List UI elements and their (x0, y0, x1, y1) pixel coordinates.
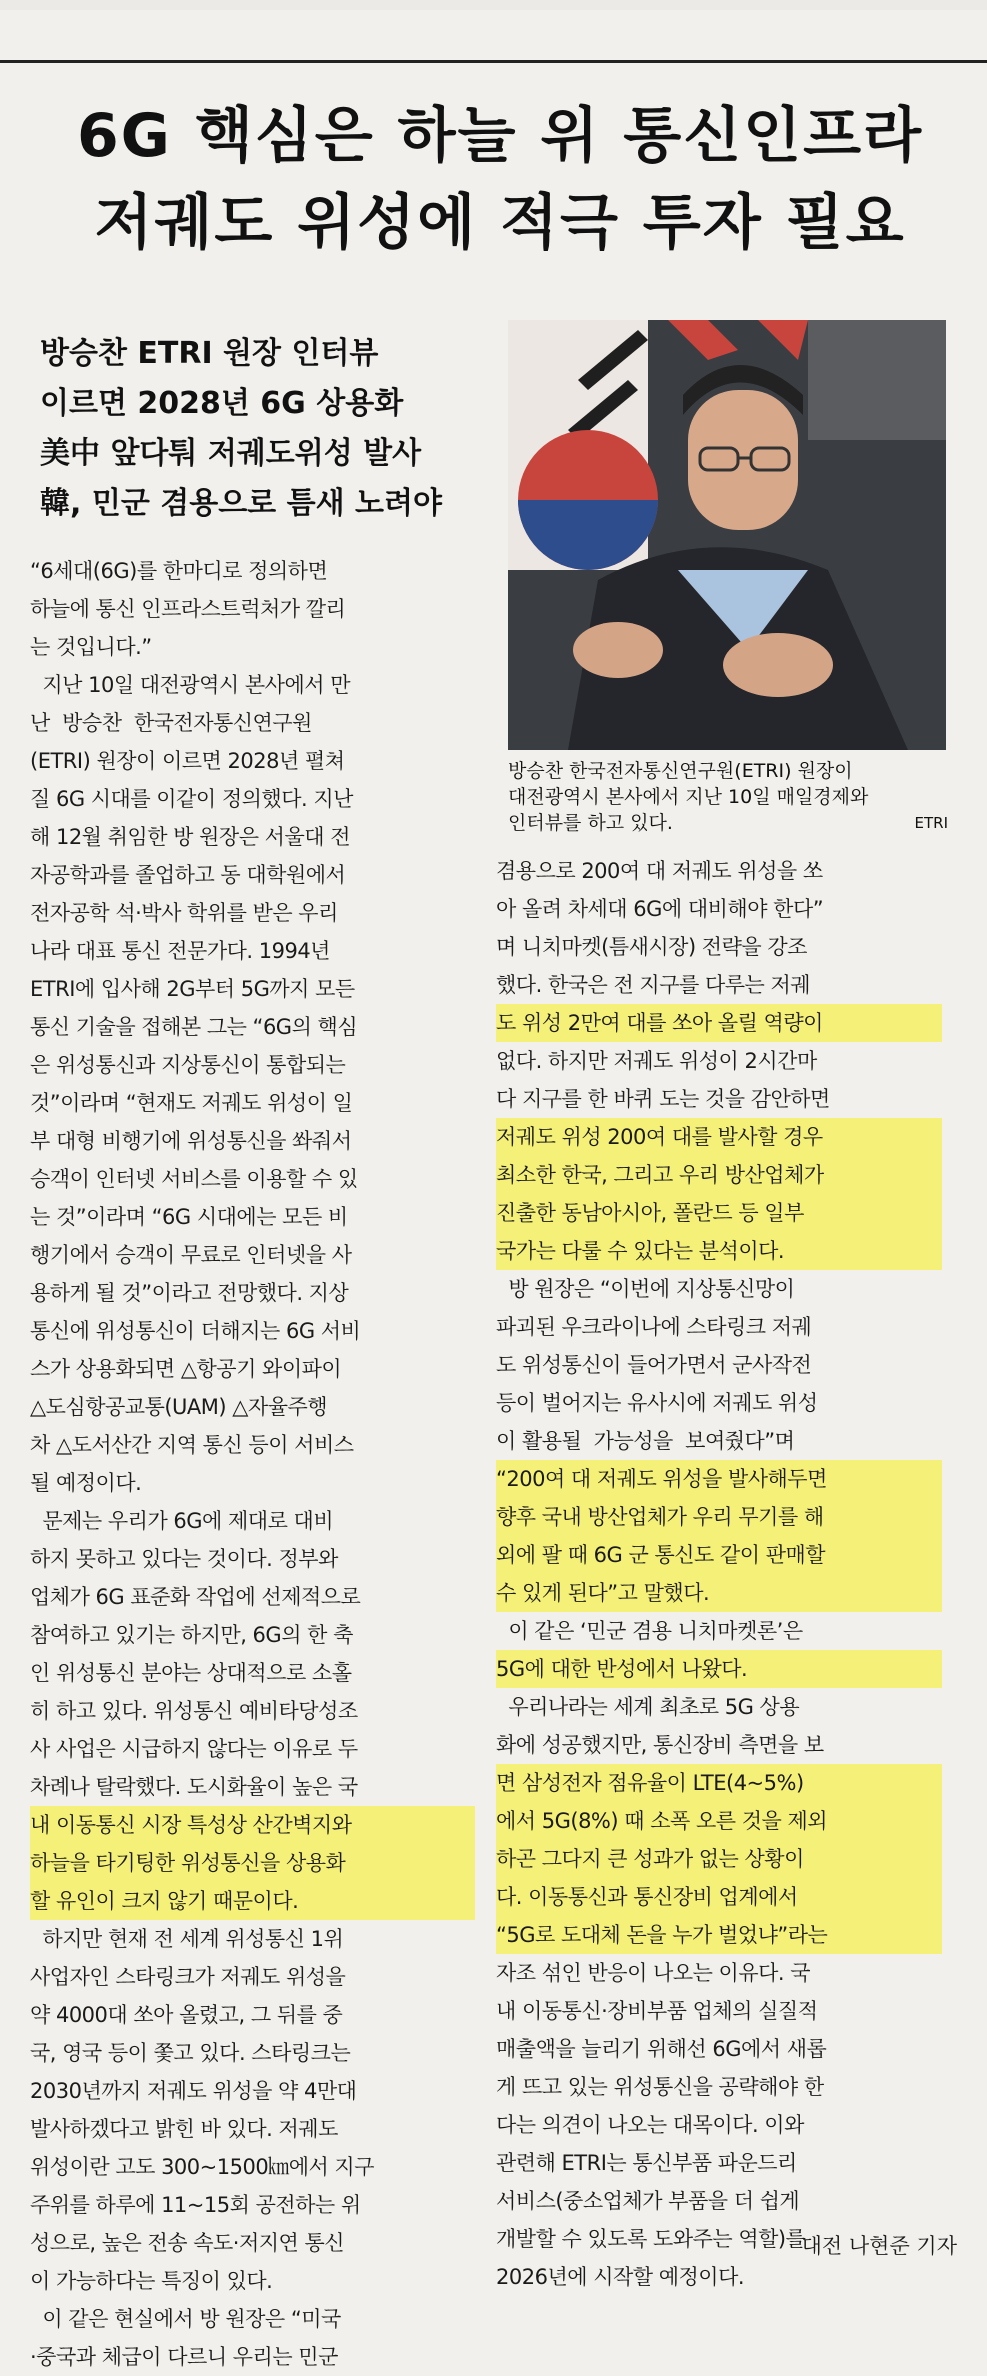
article-line: 이 가능하다는 특징이 있다. (30, 2269, 273, 2293)
photo-caption (508, 758, 948, 836)
top-rule (0, 60, 987, 63)
article-line: 이 같은 ‘민군 겸용 니치마켓론’은 (496, 1619, 803, 1643)
article-line: 내 이동통신·장비부품 업체의 실질적 (496, 1999, 818, 2023)
article-line: 2026년에 시작할 예정이다. (496, 2265, 745, 2289)
article-line: 방 원장은 “이번에 지상통신망이 (496, 1277, 795, 1301)
caption-line-3: 인터뷰를 하고 있다. (508, 812, 673, 834)
caption-line-2: 대전광역시 본사에서 지난 10일 매일경제와 (508, 786, 869, 808)
article-line: 서비스(중소업체가 부품을 더 쉽게 (496, 2189, 800, 2213)
article-line: 약 4000대 쏘아 올렸고, 그 뒤를 중 (30, 2003, 343, 2027)
subhead-line-1: 이르면 2028년 6G 상용화 (40, 386, 404, 421)
article-line-highlighted: 향후 국내 방산업체가 우리 무기를 해 (496, 1498, 942, 1536)
article-line-highlighted: 에서 5G(8%) 때 소폭 오른 것을 제외 (496, 1802, 942, 1840)
article-line: 참여하고 있기는 하지만, 6G의 한 축 (30, 1623, 353, 1647)
article-line: 나라 대표 통신 전문가다. 1994년 (30, 939, 330, 963)
article-line: 성으로, 높은 전송 속도·저지연 통신 (30, 2231, 345, 2255)
headline-line-2: 저궤도 위성에 적극 투자 필요 (94, 188, 906, 258)
article-line: 다 지구를 한 바퀴 도는 것을 감안하면 (496, 1087, 830, 1111)
interview-photo (508, 320, 946, 750)
article-line: 하지만 현재 전 세계 위성통신 1위 (30, 1927, 344, 1951)
article-line: 사 사업은 시급하지 않다는 이유로 두 (30, 1737, 358, 1761)
subhead-line-3: 韓, 민군 겸용으로 틈새 노려야 (40, 486, 442, 521)
headline-line-1: 6G 핵심은 하늘 위 통신인프라 (76, 101, 924, 171)
article-line-highlighted: 도 위성 2만여 대를 쏘아 올릴 역량이 (496, 1004, 942, 1042)
article-line: 문제는 우리가 6G에 제대로 대비 (30, 1509, 334, 1533)
article-line: 2030년까지 저궤도 위성을 약 4만대 (30, 2079, 357, 2103)
article-line: 업체가 6G 표준화 작업에 선제적으로 (30, 1585, 361, 1609)
article-line: 전자공학 석·박사 학위를 받은 우리 (30, 901, 338, 925)
article-line: 는 것입니다.” (30, 635, 152, 659)
article-line: 난 방승찬 한국전자통신연구원 (30, 711, 312, 735)
top-margin (0, 0, 987, 10)
article-line-highlighted: 최소한 한국, 그리고 우리 방산업체가 (496, 1156, 942, 1194)
article-line: 차 △도서산간 지역 통신 등이 서비스 (30, 1433, 354, 1457)
article-line: 스가 상용화되면 △항공기 와이파이 (30, 1357, 342, 1381)
article-line-highlighted: 외에 팔 때 6G 군 통신도 같이 판매할 (496, 1536, 942, 1574)
article-line: 부 대형 비행기에 위성통신을 쏴줘서 (30, 1129, 352, 1153)
article-line: 차례나 탈락했다. 도시화율이 높은 국 (30, 1775, 358, 1799)
article-line: 도 위성통신이 들어가면서 군사작전 (496, 1353, 812, 1377)
article-line: 이 같은 현실에서 방 원장은 “미국 (30, 2307, 341, 2331)
article-line: 우리나라는 세계 최초로 5G 상용 (496, 1695, 800, 1719)
article-line: 없다. 하지만 저궤도 위성이 2시간마 (496, 1049, 817, 1073)
article-line: 다는 의견이 나오는 대목이다. 이와 (496, 2113, 804, 2137)
photo-credit: ETRI (914, 814, 948, 832)
article-line: 행기에서 승객이 무료로 인터넷을 사 (30, 1243, 352, 1267)
article-line: 하지 못하고 있다는 것이다. 정부와 (30, 1547, 338, 1571)
article-line: ETRI에 입사해 2G부터 5G까지 모든 (30, 977, 355, 1001)
article-line: 히 하고 있다. 위성통신 예비타당성조 (30, 1699, 358, 1723)
article-line: 해 12월 취임한 방 원장은 서울대 전 (30, 825, 350, 849)
article-line: 지난 10일 대전광역시 본사에서 만 (30, 673, 350, 697)
article-line: 은 위성통신과 지상통신이 통합되는 (30, 1053, 346, 1077)
interview-kicker: 방승찬 ETRI 원장 인터뷰 (40, 336, 379, 371)
article-line: ·중국과 체급이 다르니 우리는 민군 (30, 2345, 338, 2369)
article-line: 자공학과를 졸업하고 동 대학원에서 (30, 863, 346, 887)
article-line: (ETRI) 원장이 이르면 2028년 펼쳐 (30, 749, 345, 773)
article-line: 아 올려 차세대 6G에 대비해야 한다” (496, 897, 824, 921)
article-line-highlighted: 진출한 동남아시아, 폴란드 등 일부 (496, 1194, 942, 1232)
article-line: 며 니치마켓(틈새시장) 전략을 강조 (496, 935, 807, 959)
article-line-highlighted: 국가는 다룰 수 있다는 분석이다. (496, 1232, 942, 1270)
article-line: 질 6G 시대를 이같이 정의했다. 지난 (30, 787, 353, 811)
article-line-highlighted: 할 유인이 크지 않기 때문이다. (30, 1882, 475, 1920)
article-line-highlighted: 하곤 그다지 큰 성과가 없는 상황이 (496, 1840, 942, 1878)
article-line: 위성이란 고도 300~1500㎞에서 지구 (30, 2155, 375, 2179)
article-line: 게 뜨고 있는 위성통신을 공략해야 한 (496, 2075, 824, 2099)
article-line: 파괴된 우크라이나에 스타링크 저궤 (496, 1315, 812, 1339)
article-line: 것”이라며 “현재도 저궤도 위성이 일 (30, 1091, 353, 1115)
article-right-column (496, 852, 942, 2296)
article-line-highlighted: 면 삼성전자 점유율이 LTE(4~5%) (496, 1764, 942, 1802)
subhead-line-2: 美中 앞다퉈 저궤도위성 발사 (40, 436, 422, 471)
article-line-highlighted: 5G에 대한 반성에서 나왔다. (496, 1650, 942, 1688)
article-line: 했다. 한국은 전 지구를 다루는 저궤 (496, 973, 811, 997)
article-line: 매출액을 늘리기 위해선 6G에서 새롭 (496, 2037, 827, 2061)
caption-line-1: 방승찬 한국전자통신연구원(ETRI) 원장이 (508, 760, 853, 782)
article-line: 발사하겠다고 밝힌 바 있다. 저궤도 (30, 2117, 338, 2141)
article-line: 자조 섞인 반응이 나오는 이유다. 국 (496, 1961, 811, 1985)
article-line-highlighted: 내 이동통신 시장 특성상 산간벽지와 (30, 1806, 475, 1844)
article-line: 겸용으로 200여 대 저궤도 위성을 쏘 (496, 859, 823, 883)
article-line: 될 예정이다. (30, 1471, 142, 1495)
article-line-highlighted: “200여 대 저궤도 위성을 발사해두면 (496, 1460, 942, 1498)
reporter-byline: 대전 나현준 기자 (801, 2234, 957, 2258)
article-line-highlighted: “5G로 도대체 돈을 누가 벌었냐”라는 (496, 1916, 942, 1954)
article-line: 사업자인 스타링크가 저궤도 위성을 (30, 1965, 346, 1989)
article-line: 개발할 수 있도록 도와주는 역할)를 (496, 2227, 806, 2251)
article-line: 이 활용될 가능성을 보여줬다”며 (496, 1429, 795, 1453)
article-line-highlighted: 수 있게 된다”고 말했다. (496, 1574, 942, 1612)
article-line-highlighted: 저궤도 위성 200여 대를 발사할 경우 (496, 1118, 942, 1156)
article-line: △도심항공교통(UAM) △자율주행 (30, 1395, 328, 1419)
article-line: 통신에 위성통신이 더해지는 6G 서비 (30, 1319, 361, 1343)
article-line: 인 위성통신 분야는 상대적으로 소홀 (30, 1661, 352, 1685)
article-left-column (30, 552, 475, 2376)
article-line-highlighted: 다. 이동통신과 통신장비 업계에서 (496, 1878, 942, 1916)
article-line: 관련해 ETRI는 통신부품 파운드리 (496, 2151, 797, 2175)
article-line: 승객이 인터넷 서비스를 이용할 수 있 (30, 1167, 358, 1191)
article-line: 는 것”이라며 “6G 시대에는 모든 비 (30, 1205, 348, 1229)
article-line: 통신 기술을 접해본 그는 “6G의 핵심 (30, 1015, 358, 1039)
article-line: 화에 성공했지만, 통신장비 측면을 보 (496, 1733, 824, 1757)
article-line: 용하게 될 것”이라고 전망했다. 지상 (30, 1281, 349, 1305)
article-line: 등이 벌어지는 유사시에 저궤도 위성 (496, 1391, 818, 1415)
portrait-illustration (508, 320, 946, 750)
article-line: 국, 영국 등이 쫓고 있다. 스타링크는 (30, 2041, 351, 2065)
article-line: 하늘에 통신 인프라스트럭처가 깔리 (30, 597, 346, 621)
article-line: 주위를 하루에 11~15회 공전하는 위 (30, 2193, 361, 2217)
article-line: “6세대(6G)를 한마디로 정의하면 (30, 559, 328, 583)
article-line-highlighted: 하늘을 타기팅한 위성통신을 상용화 (30, 1844, 475, 1882)
